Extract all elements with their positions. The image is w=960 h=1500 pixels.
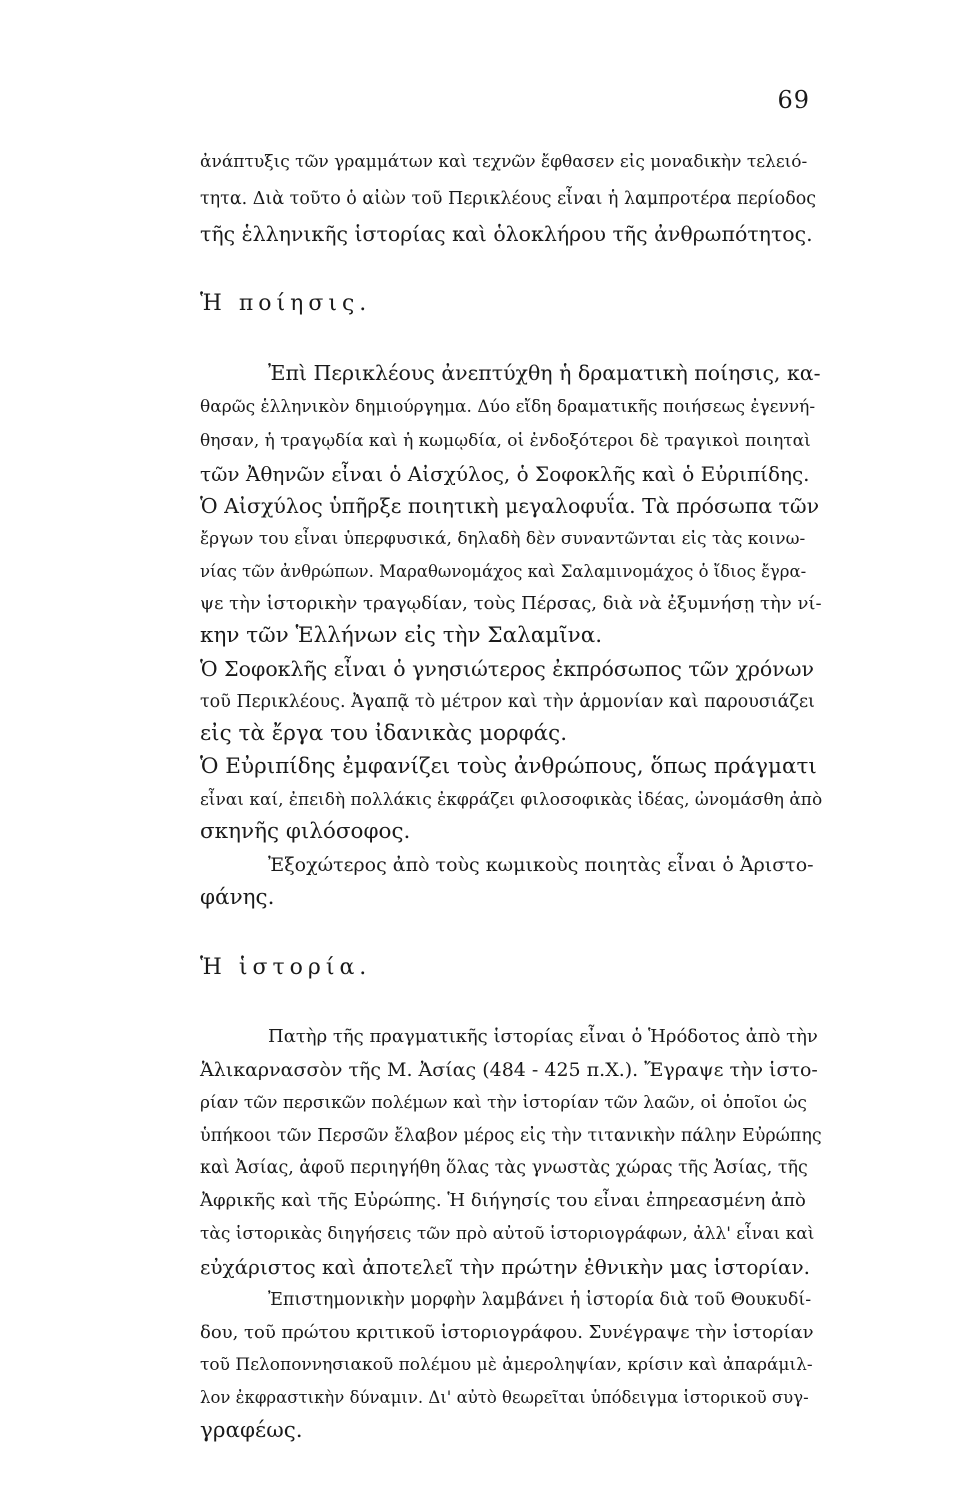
text-line: εὐχάριστος καὶ ἀποτελεῖ τὴν πρώτην ἐθνικὴν μας ἱστορίαν. xyxy=(200,1255,811,1279)
text-line: ὑπήκοοι τῶν Περσῶν ἔλαβον μέρος εἰς τὴν τιτανικὴν πάλην Εὐρώπης xyxy=(200,1126,822,1146)
text-line: Ὁ Αἰσχύλος ὑπῆρξε ποιητικὴ μεγαλοφυΐα. Τὰ πρόσωπα τῶν xyxy=(200,494,820,518)
section-heading-history: Ἡ ἱστορία. xyxy=(200,955,372,980)
section-heading-poetry: Ἡ ποίησις. xyxy=(200,291,372,316)
text-line: γραφέως. xyxy=(200,1418,303,1443)
text-line: Ὁ Σοφοκλῆς εἶναι ὁ γνησιώτερος ἐκπρόσωπος τῶν χρόνων xyxy=(200,657,814,681)
text-line: ρίαν τῶν περσικῶν πολέμων καὶ τὴν ἱστορίαν τῶν λαῶν, οἱ ὁποῖοι ὡς xyxy=(200,1093,807,1113)
text-line: τητα. Διὰ τοῦτο ὁ αἰὼν τοῦ Περικλέους εἶναι ἡ λαμπροτέρα περίοδος xyxy=(200,189,817,209)
text-line: Ὁ Εὐριπίδης ἐμφανίζει τοὺς ἀνθρώπους, ὅπως πράγματι xyxy=(200,754,817,779)
text-line: Πατὴρ τῆς πραγματικῆς ἱστορίας εἶναι ὁ Ἡρόδοτος ἀπὸ τὴν xyxy=(268,1026,818,1047)
text-line: σκηνῆς φιλόσοφος. xyxy=(200,819,411,844)
text-line: θαρῶς ἑλληνικὸν δημιούργημα. Δύο εἴδη δραματικῆς ποιήσεως ἐγεννή- xyxy=(200,397,816,417)
text-line: Ἐπὶ Περικλέους ἀνεπτύχθη ἡ δραματικὴ ποίησις, κα- xyxy=(268,361,821,385)
text-line: ψε τὴν ἱστορικὴν τραγῳδίαν, τοὺς Πέρσας, διὰ νὰ ἐξυμνήσῃ τὴν νί- xyxy=(200,593,822,614)
text-line: τὰς ἱστορικὰς διηγήσεις τῶν πρὸ αὐτοῦ ἱστοριογράφων, ἀλλ' εἶναι καὶ xyxy=(200,1224,815,1244)
text-line: τοῦ Πελοποννησιακοῦ πολέμου μὲ ἀμεροληψίαν, κρίσιν καὶ ἀπαράμιλ- xyxy=(200,1355,813,1375)
page-number: 69 xyxy=(777,86,810,114)
text-line: θησαν, ἡ τραγῳδία καὶ ἡ κωμῳδία, οἱ ἐνδοξότεροι δὲ τραγικοὶ ποιηταὶ xyxy=(200,431,811,451)
text-line: νίας τῶν ἀνθρώπων. Μαραθωνομάχος καὶ Σαλαμινομάχος ὁ ἴδιος ἔγρα- xyxy=(200,562,807,581)
text-line: εἰς τὰ ἔργα του ἰδανικὰς μορφάς. xyxy=(200,721,568,746)
text-line: ἀνάπτυξις τῶν γραμμάτων καὶ τεχνῶν ἔφθασεν εἰς μοναδικὴν τελειό- xyxy=(200,152,808,172)
text-line: Ἀφρικῆς καὶ τῆς Εὐρώπης. Ἡ διήγησίς του εἶναι ἐπηρεασμένη ἀπὸ xyxy=(200,1190,806,1211)
text-line: τῶν Ἀθηνῶν εἶναι ὁ Αἰσχύλος, ὁ Σοφοκλῆς καὶ ὁ Εὐριπίδης. xyxy=(200,462,810,486)
text-line: Ἁλικαρνασσὸν τῆς Μ. Ἀσίας (484 - 425 π.Χ.). Ἔγραψε τὴν ἱστο- xyxy=(200,1059,818,1081)
text-line: τῆς ἑλληνικῆς ἱστορίας καὶ ὁλοκλήρου τῆς ἀνθρωπότητος. xyxy=(200,222,813,246)
text-line: Ἐπιστημονικὴν μορφὴν λαμβάνει ἡ ἱστορία διὰ τοῦ Θουκυδί- xyxy=(268,1290,812,1310)
text-line: Ἐξοχώτερος ἀπὸ τοὺς κωμικοὺς ποιητὰς εἶναι ὁ Ἀριστο- xyxy=(268,854,814,876)
text-line: κην τῶν Ἑλλήνων εἰς τὴν Σαλαμῖνα. xyxy=(200,623,603,648)
text-line: δου, τοῦ πρώτου κριτικοῦ ἱστοριογράφου. Συνέγραψε τὴν ἱστορίαν xyxy=(200,1322,814,1343)
text-line: ἔργων του εἶναι ὑπερφυσικά, δηλαδὴ δὲν συναντῶνται εἰς τὰς κοινω- xyxy=(200,529,806,549)
text-line: τοῦ Περικλέους. Ἀγαπᾷ τὸ μέτρον καὶ τὴν ἁρμονίαν καὶ παρουσιάζει xyxy=(200,692,815,712)
text-line: φάνης. xyxy=(200,885,275,910)
text-line: λον ἐκφραστικὴν δύναμιν. Δι' αὐτὸ θεωρεῖται ὑπόδειγμα ἱστορικοῦ συγ- xyxy=(200,1388,809,1407)
text-line: εἶναι καί, ἐπειδὴ πολλάκις ἐκφράζει φιλοσοφικὰς ἰδέας, ὠνομάσθη ἀπὸ xyxy=(200,790,823,810)
text-line: καὶ Ἀσίας, ἀφοῦ περιηγήθη ὅλας τὰς γνωστὰς χώρας τῆς Ἀσίας, τῆς xyxy=(200,1158,808,1178)
